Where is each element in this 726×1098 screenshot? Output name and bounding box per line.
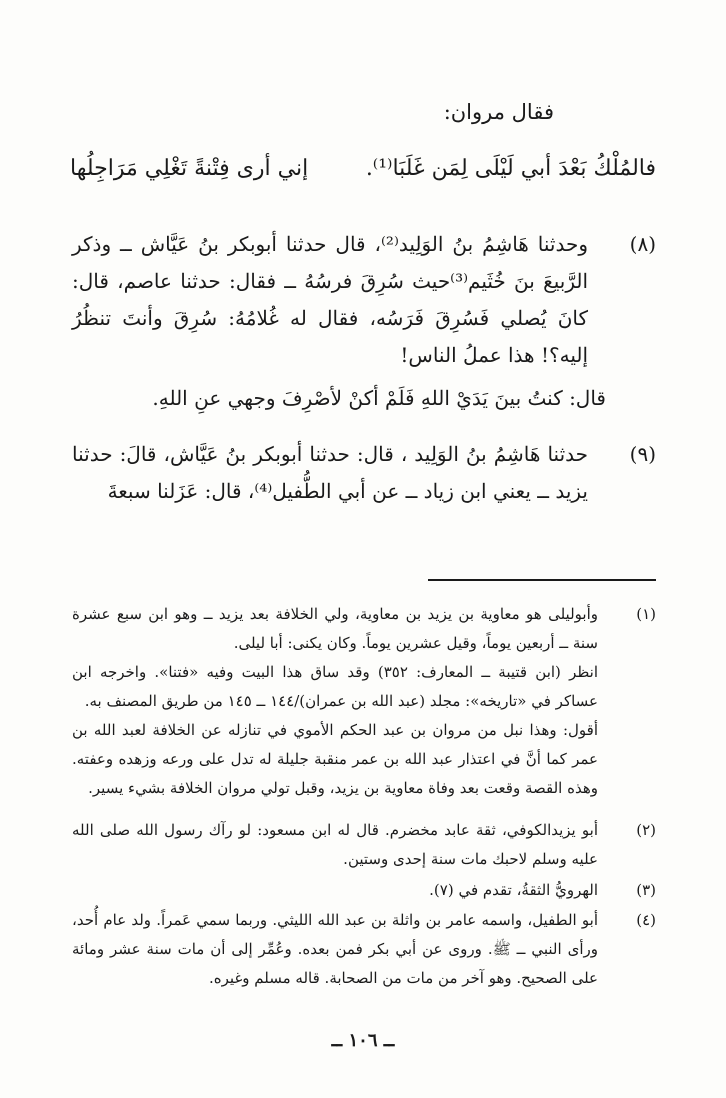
footnote-continuation: انظر (ابن قتيبة ــ المعارف: ٣٥٢) وقد ساق هذا البيت وفيه «فتنا». واخرجه ابن عساكر في «تاريخه»: مجلد (عبد الله بن عمران)/١٤٤ ــ ١٤٥ من طريق المصنف به. [72,663,598,710]
verse-second-hemistich: فالمُلْكُ بَعْدَ أبي لَيْلَى لِمَن غَلَبَا⁽¹⁾. [365,156,656,181]
footnote-text: وأبوليلى هو معاوية بن يزيد بن معاوية، ولي الخلافة بعد يزيد ــ وهو ابن سبع عشرة سنة ــ أربعين يوماً، وقيل عشرين يوماً. وكان يكنى: أبا ليلى. [72,605,598,652]
footnote-number: (٣) [636,881,656,899]
footnote-number: (٢) [636,821,656,839]
footnote-text: أبو يزيدالكوفي، ثقة عابد مخضرم. قال له ابن مسعود: لو رآك رسول الله صلى الله عليه وسلم لاحبك مات سنة إحدى وستين. [72,821,598,868]
footnote-1 [72,600,656,803]
narration-entry-9 [72,436,656,510]
page-number: ــ ١٠٦ ــ [331,1030,395,1051]
footnote-text: الهرويُّ الثقةُ، تقدم في (٧). [429,881,598,899]
poem-verse [70,156,656,181]
footnote-text: أبو الطفيل، واسمه عامر بن واثلة بن عبد الله الليثي. وربما سمي عَمراً. ولد عام أُحد، ورأى النبي ــ ﷺ. وروى عن أبي بكر فمن بعده. وعُمِّر إلى أن مات سنة عشر ومائة على الصحيح. وهو آخر من مات من الصحابة. قاله مسلم وغيره. [72,911,598,987]
footnote-divider [428,579,656,581]
footnote-3 [72,876,656,905]
footnote-continuation: أقول: وهذا نبل من مروان بن عبد الحكم الأموي في تنازله عن الخلافة لعبد الله بن عمر كما أنَّ في اعتذار عبد الله بن عمر منقبة جليلة له تدل على ورعه وزهده وعفته. وهذه القصة وقعت بعد وفاة معاوية بن يزيد، وقبل تولي مروان الخلافة بشيء يسير. [72,721,598,797]
footnote-number: (١) [636,605,656,623]
heading: فقال مروان: [443,100,554,124]
entry-number: (٩) [629,442,656,466]
footnote-2 [72,816,656,874]
footnote-4 [72,906,656,993]
entry-text: وحدثنا هَاشِمُ بنُ الوَلِيد⁽²⁾، قال حدثنا أبوبكر بنُ عَيَّاش ــ وذكر الرَّبيعَ بنَ خُثَيم⁽³⁾حيث سُرِقَ فرسُهُ ــ فقال: حدثنا عاصم، قال: كانَ يُصلي فَسُرِقَ فَرَسُه، فقال له غُلامُهُ: سُرِقَ وأنتَ تنظُرُ إليه؟! هذا عملُ الناس! [72,232,588,367]
narration-entry-8 [72,226,656,374]
verse-first-hemistich: إني أرى فِتْنةً تَغْلِي مَرَاجِلُها [70,156,309,181]
footnote-number: (٤) [636,911,656,929]
entry-quote: قال: كنتُ بينَ يَدَيْ اللهِ فَلَمْ أكنْ لأصْرِفَ وجهي عنِ اللهِ. [152,386,606,410]
entry-number: (٨) [629,232,656,256]
entry-text: حدثنا هَاشِمُ بنُ الوَلِيد ، قال: حدثنا أبوبكر بنُ عَيَّاش، قالَ: حدثنا يزيد ــ يعني ابن زياد ــ عن أبي الطُّفيل⁽⁴⁾، قال: عَزَلنا سبعةَ [72,442,588,503]
